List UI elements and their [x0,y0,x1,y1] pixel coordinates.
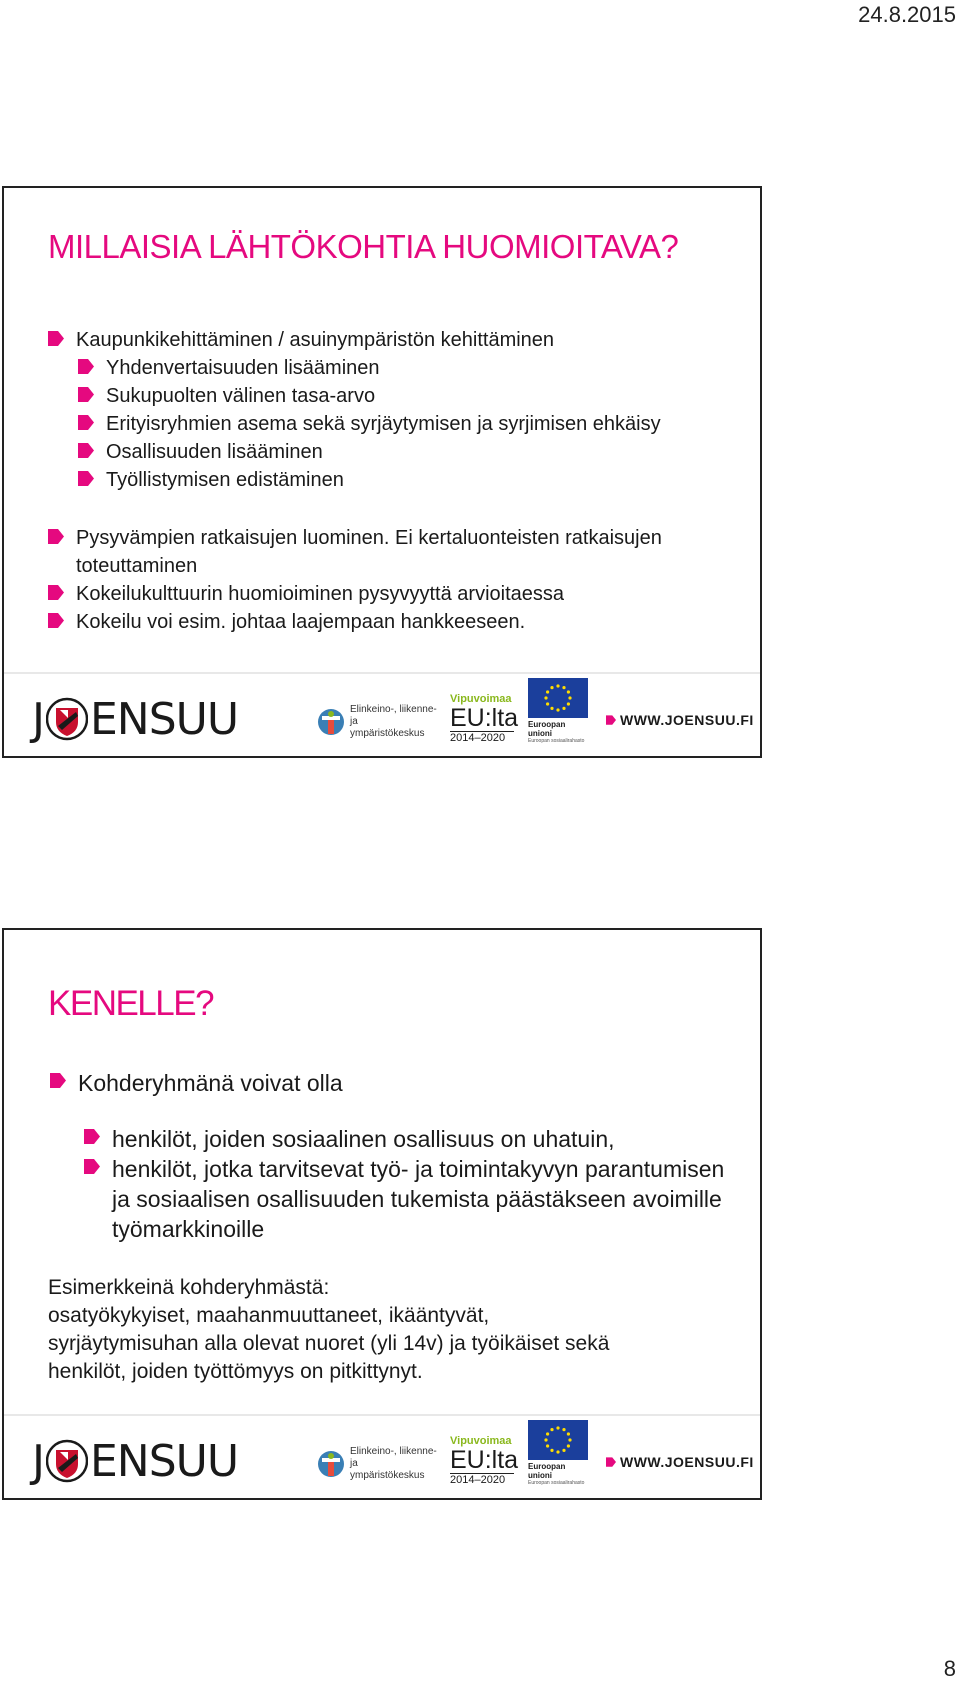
bullet-icon [78,359,94,374]
list-item: Pysyvämpien ratkaisujen luominen. Ei kertaluonteisten ratkaisujen toteuttaminen [76,524,726,580]
ely-emblem-icon [316,1448,346,1480]
bullet-list [78,1068,343,1098]
slide-title: KENELLE? [48,984,214,1023]
slide-title: MILLAISIA LÄHTÖKOHTIA HUOMIOITAVA? [48,228,679,265]
bullet-icon [48,585,64,600]
bullet-icon [606,715,616,725]
list-item: Kokeilu voi esim. johtaa laajempaan hankkeeseen. [76,608,726,636]
bullet-icon [48,613,64,628]
page-number: 8 [943,1656,956,1681]
list-item: Kaupunkikehittäminen / asuinympäristön kehittäminen [76,326,661,354]
bullet-icon [78,471,94,486]
vipuvoimaa-eulta-logo: Vipuvoimaa EU:lta 2014–2020 [450,1435,519,1486]
eu-flag-icon [528,678,588,718]
bullet-icon [84,1129,100,1144]
joensuu-shield-icon [46,1438,88,1484]
list-item: Sukupuolten välinen tasa-arvo [106,382,661,410]
bullet-icon [78,415,94,430]
bullet-icon [78,443,94,458]
examples-paragraph: Esimerkkeinä kohderyhmästä: osatyökykyiset, maahanmuuttaneet, ikääntyvät, syrjäytymisuhan alla olevat nuoret (yli 14v) ja työikäiset sekä henkilöt, joiden työttömyys on pitkittynyt. [48,1276,610,1383]
euroopan-unioni-logo: Euroopan unioni Euroopan sosiaalirahasto [528,1420,590,1486]
bullet-icon [48,331,64,346]
bullet-list [76,326,661,494]
bullet-list [112,1124,732,1244]
ely-keskus-logo: Elinkeino-, liikenne- ja ympäristökeskus [316,704,438,740]
list-item: Erityisryhmien asema sekä syrjäytymisen ja syrjimisen ehkäisy [106,410,661,438]
joensuu-logo: J ENSUU [32,693,239,745]
bullet-icon [606,1457,616,1467]
euroopan-unioni-logo: Euroopan unioni Euroopan sosiaalirahasto [528,678,590,744]
slide-lahtokohdat [2,186,762,758]
slide-kenelle [2,928,762,1500]
bullet-icon [78,387,94,402]
bullet-icon [50,1073,66,1088]
list-item: henkilöt, jotka tarvitsevat työ- ja toimintakyvyn parantumisen ja sosiaalisen osallisuuden tukemista päästäkseen avoimille työmarkkinoille [112,1154,732,1244]
list-item: henkilöt, joiden sosiaalinen osallisuus on uhatuin, [112,1124,732,1154]
list-item: Osallisuuden lisääminen [106,438,661,466]
ely-emblem-icon [316,706,346,738]
website-link[interactable]: WWW.JOENSUU.FI [606,1454,754,1470]
list-item: Kokeilukulttuurin huomioiminen pysyvyyttä arvioitaessa [76,580,726,608]
vipuvoimaa-eulta-logo: Vipuvoimaa EU:lta 2014–2020 [450,693,519,744]
list-item: Työllistymisen edistäminen [106,466,661,494]
bullet-icon [84,1159,100,1174]
page-date: 24.8.2015 [858,2,956,27]
list-item: Kohderyhmänä voivat olla [78,1068,343,1098]
bullet-icon [48,529,64,544]
joensuu-logo: J ENSUU [32,1435,239,1487]
list-item: Yhdenvertaisuuden lisääminen [106,354,661,382]
footer-divider [4,672,760,674]
joensuu-shield-icon [46,696,88,742]
bullet-list [76,524,726,636]
eu-flag-icon [528,1420,588,1460]
footer-divider [4,1414,760,1416]
website-link[interactable]: WWW.JOENSUU.FI [606,712,754,728]
ely-keskus-logo: Elinkeino-, liikenne- ja ympäristökeskus [316,1446,438,1482]
